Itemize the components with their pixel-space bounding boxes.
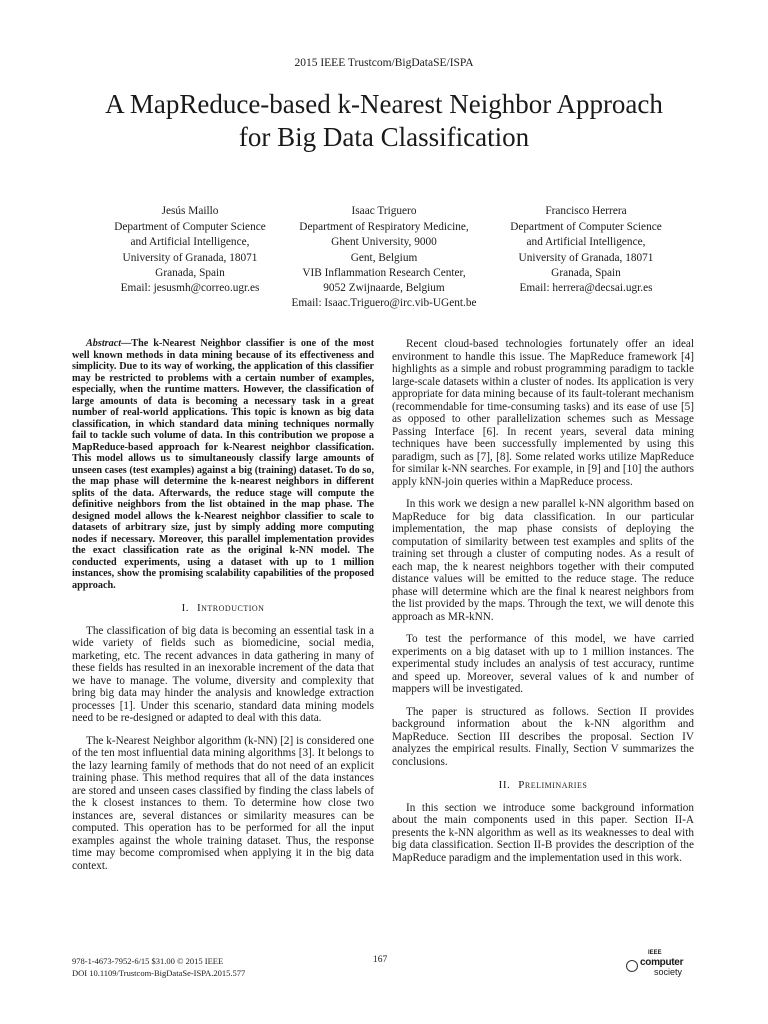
abstract xyxy=(72,338,374,591)
author-email: Email: herrera@decsai.ugr.es xyxy=(519,282,653,295)
section-title: Preliminaries xyxy=(518,779,588,791)
body-paragraph: Recent cloud-based technologies fortunately offer an ideal environment to handle this issue. The MapReduce framework [4] highlights as a simple and robust programming paradigm to tackle large-scale datasets within a cluster of nodes. Its application is very appropriate for data mining because of its fault-tolerant mechanism (recommendable for time-consuming tasks) and its ease of use [5] as opposed to other parallelization schemes such as Message Passing Interface [6]. In recent years, several data mining techniques have been successfully implemented by using this paradigm, such as [7], [8]. Some related works utilize MapReduce for similar k-NN searches. For example, in [9] and [10] the authors apply kNN-join queries within a MapReduce process. xyxy=(392,338,694,488)
author-affiliation-line: and Artificial Intelligence, xyxy=(130,236,250,249)
author-block-triguero xyxy=(268,204,500,311)
globe-icon xyxy=(626,960,638,972)
paper-title xyxy=(40,88,728,154)
author-affiliation-line: VIB Inflammation Research Center, xyxy=(302,266,466,279)
author-email: Email: Isaac.Triguero@irc.vib-UGent.be xyxy=(291,297,477,310)
ieee-computer-society-logo xyxy=(626,950,696,982)
author-affiliation-line: University of Granada, 18071 xyxy=(518,251,654,264)
body-paragraph: The classification of big data is becoming an essential task in a wide variety of fields such as biomedicine, social media, marketing, etc. The recent advances in data gathering in many of these fields has resulted in an inexorable increment of the data that we have to manage. The volume, diversity and complexity that bring big data may hinder the analysis and knowledge extraction processes [1]. Under this scenario, standard data mining models need to be re-designed or adapted to deal with this data. xyxy=(72,624,374,724)
body-paragraph: In this work we design a new parallel k-NN algorithm based on MapReduce for big data classification. In our particular implementation, the map phase consists of deploying the computation of similarity between test examples and splits of the training set through a cluster of computing nodes. As a result of each map, the k nearest neighbors together with their computed distance values will be emitted to the reduce stage. The reduce phase will determine which are the final k nearest neighbors from the list provided by the maps. Through the text, we will denote this approach as MR-kNN. xyxy=(392,498,694,623)
conference-header: 2015 IEEE Trustcom/BigDataSE/ISPA xyxy=(294,57,474,69)
section-number: I. xyxy=(181,602,189,614)
body-paragraph: To test the performance of this model, we have carried experiments on a big dataset with up to 1 million instances. The experimental study includes an analysis of test accuracy, runtime and speed up. Moreover, several values of k and number of mappers will be investigated. xyxy=(392,633,694,695)
author-affiliation-line: Department of Computer Science xyxy=(510,221,662,234)
right-column xyxy=(392,338,694,864)
abstract-label: Abstract xyxy=(86,338,122,349)
author-affiliation-line: 9052 Zwijnaarde, Belgium xyxy=(323,282,445,295)
abstract-text: —The k-Nearest Neighbor classifier is one of the most well known methods in data mining because of its effectiveness and simplicity. Due to its way of working, the application of this classifier may be restricted to problems with a certain number of examples, especially, when the runtime matters. However, the classification of large amounts of data is becoming a necessary task in a great number of real-world applications. This topic is known as big data classification, in which standard data mining techniques normally fail to tackle such volume of data. In this contribution we propose a MapReduce-based approach for k-Nearest neighbor classification. This model allows us to simultaneously classify large amounts of unseen cases (test examples) against a big (training) dataset. To do so, the map phase will determine the k-nearest neighbors in different splits of the data. Afterwards, the reduce stage will compute the definitive neighbors from the list obtained in the map phase. The designed model allows the k-Nearest neighbor classifier to scale to datasets of arbitrary size, just by simply adding more computing nodes if necessary. Moreover, this parallel implementation provides the exact classification rate as the original k-NN model. The conducted experiments, using a dataset with up to 1 million instances, show the promising scalability capabilities of the proposed approach. xyxy=(72,338,374,591)
section-title: Introduction xyxy=(196,602,265,614)
logo-computer-text: computer xyxy=(640,957,684,968)
body-paragraph: The k-Nearest Neighbor algorithm (k-NN) [2] is considered one of the ten most influential data mining algorithms [3]. It belongs to the lazy learning family of methods that do not need of an explicit training phase. This method requires that all of the data instances are stored and unseen cases classified by finding the class labels of the k closest instances to them. To determine how close two instances are, several distances or similarity measures can be computed. This operation has to be performed for all the input examples against the whole training dataset. Thus, the response time may become compromised when applying it in the big data context. xyxy=(72,734,374,872)
body-paragraph: In this section we introduce some background information about the main components used in this paper. Section II-A presents the k-NN algorithm as well as its weaknesses to deal with big data classification. Section II-B provides the description of the MapReduce paradigm and the implementation used in this work. xyxy=(392,801,694,864)
author-name: Francisco Herrera xyxy=(545,205,627,217)
logo-ieee-text: IEEE xyxy=(648,950,662,956)
author-affiliation-line: Granada, Spain xyxy=(551,266,621,279)
author-block-herrera xyxy=(470,204,702,296)
author-name: Jesús Maillo xyxy=(161,205,219,217)
author-affiliation-line: Department of Respiratory Medicine, xyxy=(299,221,469,234)
section-heading-introduction xyxy=(72,602,374,615)
logo-society-text: society xyxy=(654,967,683,977)
title-line-1: A MapReduce-based k-Nearest Neighbor Approach xyxy=(105,89,663,119)
body-paragraph: The paper is structured as follows. Section II provides background information about the k-NN algorithm and MapReduce. Section III describes the proposal. Section IV analyzes the empirical results. Finally, Section V summarizes the conclusions. xyxy=(392,705,694,768)
author-affiliation-line: Granada, Spain xyxy=(155,266,225,279)
author-affiliation-line: and Artificial Intelligence, xyxy=(526,236,646,249)
author-affiliation-line: Department of Computer Science xyxy=(114,221,266,234)
footer-isbn: 978-1-4673-7952-6/15 $31.00 © 2015 IEEE xyxy=(72,956,224,966)
author-affiliation-line: Gent, Belgium xyxy=(350,251,418,264)
author-email: Email: jesusmh@correo.ugr.es xyxy=(120,282,260,295)
section-heading-preliminaries xyxy=(392,779,694,792)
title-line-2: for Big Data Classification xyxy=(238,122,530,152)
footer-copyright xyxy=(72,955,245,979)
section-number: II. xyxy=(498,779,511,791)
author-affiliation-line: University of Granada, 18071 xyxy=(122,251,258,264)
footer-doi: DOI 10.1109/Trustcom-BigDataSe-ISPA.2015.577 xyxy=(72,968,246,978)
author-name: Isaac Triguero xyxy=(351,205,417,217)
left-column xyxy=(72,338,374,872)
page-number: 167 xyxy=(373,955,388,965)
author-affiliation-line: Ghent University, 9000 xyxy=(331,236,437,249)
